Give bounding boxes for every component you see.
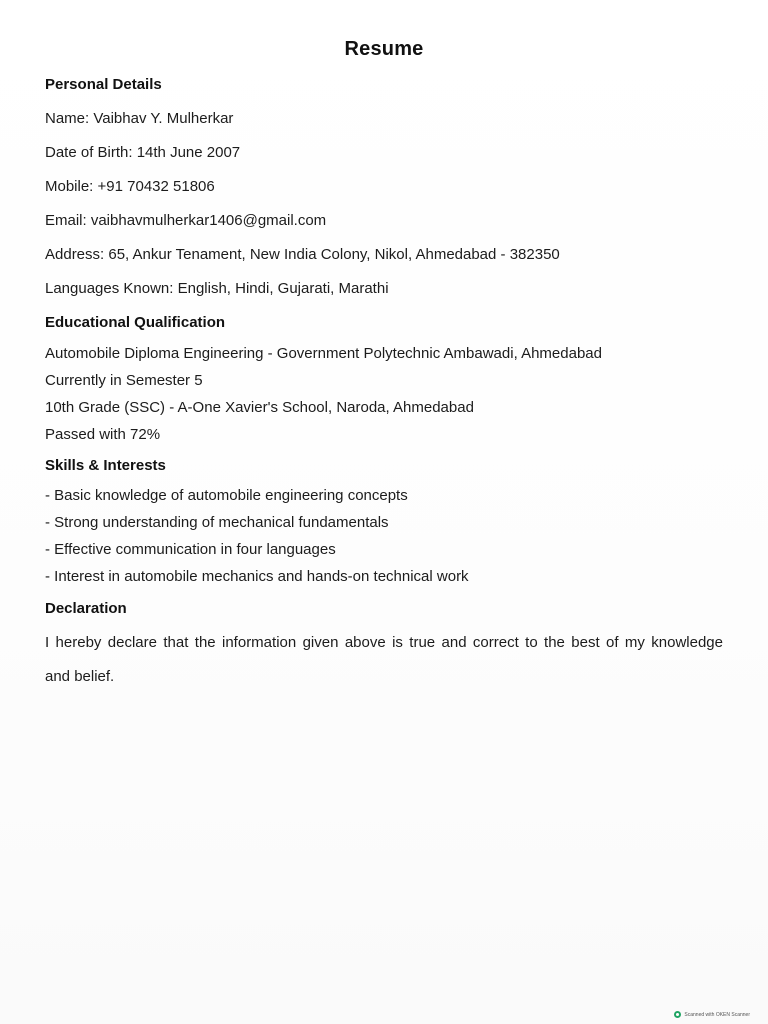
section-heading-education: Educational Qualification — [45, 314, 226, 331]
education-line: Passed with 72% — [45, 426, 161, 443]
education-line: Currently in Semester 5 — [45, 372, 203, 389]
oken-scanner-logo-icon — [674, 1011, 681, 1018]
skill-item: - Interest in automobile mechanics and hands-on technical work — [45, 568, 469, 585]
skill-item: - Basic knowledge of automobile engineering concepts — [45, 487, 408, 504]
detail-languages: Languages Known: English, Hindi, Gujarati, Marathi — [45, 280, 389, 297]
scanner-watermark — [674, 1011, 750, 1018]
detail-date-of-birth: Date of Birth: 14th June 2007 — [45, 144, 241, 161]
scanner-watermark-text: Scanned with OKEN Scanner — [684, 1011, 750, 1018]
section-heading-skills: Skills & Interests — [45, 457, 166, 474]
detail-email: Email: vaibhavmulherkar1406@gmail.com — [45, 212, 327, 229]
detail-name: Name: Vaibhav Y. Mulherkar — [45, 110, 234, 127]
skill-item: - Strong understanding of mechanical fundamentals — [45, 514, 389, 531]
skill-item: - Effective communication in four languages — [45, 541, 336, 558]
education-line: Automobile Diploma Engineering - Government Polytechnic Ambawadi, Ahmedabad — [45, 345, 602, 362]
declaration-text-line-2: and belief. — [45, 668, 115, 685]
section-heading-declaration: Declaration — [45, 600, 127, 617]
detail-address: Address: 65, Ankur Tenament, New India Colony, Nikol, Ahmedabad - 382350 — [45, 246, 560, 263]
page-title: Resume — [344, 38, 424, 60]
declaration-text-line-1: I hereby declare that the information given above is true and correct to the best of my knowledge — [45, 634, 723, 651]
education-line: 10th Grade (SSC) - A-One Xavier's School, Naroda, Ahmedabad — [45, 399, 474, 416]
section-heading-personal-details: Personal Details — [45, 76, 162, 93]
detail-mobile: Mobile: +91 70432 51806 — [45, 178, 215, 195]
